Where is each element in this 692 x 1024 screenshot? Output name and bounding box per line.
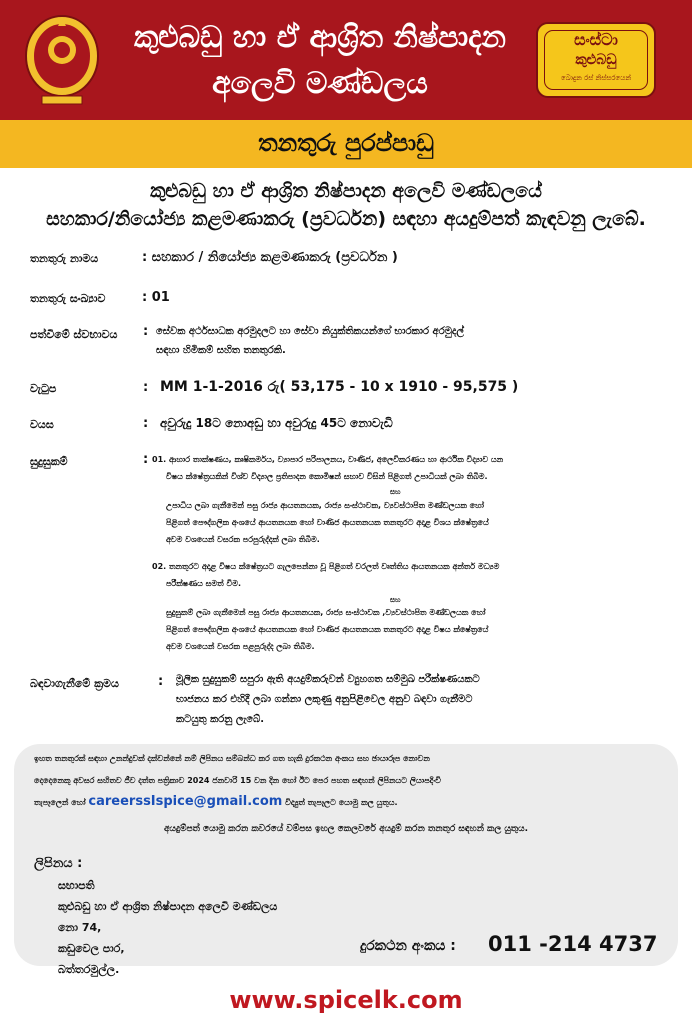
sanasta-kulubadu-logo [536,22,656,98]
qualification-1-line2: විෂය ක්ෂේත්‍රයකින් විශ්ව විද්‍යාල ප්‍රතිපාදන කොමිෂන් සභාව විසින් පිළිගත් උපාධියක් ලබා තිබීම. [166,472,488,481]
board-name-line2: අලෙවි මණ්ඩලය [212,66,428,101]
apply-line1: ඉහත තනතුරක් සඳහා උනන්දුවක් දක්වන්නේ නම් ලිපිනය සම්බන්ධ කර ගත හැකි දුරකථන අංකය සහ ඡායාරූප නොවන [34,754,430,763]
salary-label: වැටුප [30,382,57,395]
phone-label: දුරකථන අංකය : [360,938,456,954]
logo-text-line2: කුළුබඩු [575,52,617,68]
vacancies-bar [0,120,692,168]
qualification-1-and: සහ [390,488,401,496]
qualification-2-line1: 02. තනතුරට අදාළ විෂය ක්ෂේත්‍රයට ගැලපෙන්නා වූ පිළිගත් වරලත් වෘත්තිය ආයතනයක අන්තර් මධ්‍යම [152,562,500,571]
career-email-link[interactable]: careerssIspice@gmail.com [88,794,283,809]
qualifications-label: සුදුසුකම් [30,455,68,468]
age-value: අවුරුදු 18ට නොඅඩු හා අවුරුදු 45ට නොවැඩි [160,416,393,430]
qualification-2-and: සහ [390,596,401,604]
age-label: වයස [30,418,54,431]
apply-line3-post: විද්‍යුත් තැපෑලට යොමු කල යුතුය. [285,798,398,807]
salary-colon: : [143,380,149,395]
phone-number: 011 -214 4737 [488,932,658,956]
envelope-note: අයදුම්පත් යොමු කරන කවරයේ වම්පස ඉහල කෙලවරේ අයදුම් කරන තනතුර සඳහන් කල යුතුය. [163,824,528,834]
vacancies-title: තනතුරු පුරප්පාඩු [258,129,434,157]
sri-lanka-emblem-icon [22,10,102,110]
heading-line1: කුළුබඩු හා ඒ ආශ්‍රිත නිෂ්පාදන අලෙවි මණ්ඩලයේ [150,180,542,202]
post-name-label: තනතුරු නාමය [30,252,99,265]
qualification-1b-line2: පිළිගත් පෞද්ගලික අංශයේ ආයතනයක හෝ වාණිජ ආයතනයක තනතුරට අදාළ විශය ක්ෂේත්‍රයේ [166,518,489,527]
board-name-line1: කුළුබඩු හා ඒ ආශ්‍රිත නිෂ්පාදන [134,20,506,55]
salary-value: MM 1-1-2016 රු( 53,175 - 10 x 1910 - 95,575 ) [160,379,519,395]
post-count-label: තනතුරු සංඛ්‍යාව [30,292,106,305]
qualifications-colon: : [143,452,149,467]
recruitment-line3: කටයුතු කරනු ලැබේ. [176,714,265,725]
apply-line3 [34,791,398,814]
age-colon: : [143,416,149,431]
address-line-1: සභාපති [58,879,95,892]
service-nature-colon: : [143,324,149,339]
service-nature-line2: සඳහා හිමිකම් සහිත තනතුරකි. [156,345,286,356]
service-nature-label: පත්වීමේ ස්වභාවය [30,328,118,341]
service-nature-line1: සේවක අර්ථසාධක අරමුදලට හා සේවා නියුක්තිකයන්ගේ භාරකාර අරමුදල් [156,326,464,337]
address-line-4: කඩුවෙල පාර, [58,942,125,955]
post-name-value: : සහකාර / නියෝජ්‍ය කළමණාකරු (ප්‍රවර්ධන ) [142,250,398,265]
website-link[interactable]: www.spicelk.com [229,986,463,1014]
recruitment-line2: භාජනය කර එහිදී ලබා ගන්නා ලකුණු අනුපිළිවෙල අනුව බඳවා ගැනීමට [176,694,473,705]
recruitment-label: බඳවාගැනීමේ ක්‍රමය [30,677,119,690]
logo-tagline: බොදුන රස් නිස්සරයෙන් [560,74,632,82]
qualification-1b-line1: උපාධිය ලබා ගැනීමෙන් පසු රාජ්‍ය ආයතනයක, රාජ්‍ය සංස්ථාවක, ව්‍යවස්ථාපිත මණ්ඩලයක හෝ [166,501,485,510]
qualification-2b-line2: පිළිගත් පෞද්ගලික අංශයේ ආයතනයක හෝ වාණිජ ආයතනයක තනතුරට අදාළ විෂය ක්ෂේත්‍රයේ [166,625,489,634]
address-line-2: කුළුබඩු හා ඒ ආශ්‍රිත නිෂ්පාදන අලෙවි මණ්ඩලය [58,900,278,913]
logo-text-line1: සංස්ටා [574,30,618,49]
recruitment-colon: : [158,674,164,689]
post-count-value: : 01 [142,290,170,305]
address-label: ලිපිනය : [34,856,83,871]
apply-line3-pre: තැපෑලෙන් හෝ [34,798,86,807]
heading-line2: සහකාර/නියෝජ්‍ය කළමණාකරු (ප්‍රවර්ධන) සඳහා අයදුම්පත් කැඳවනු ලැබේ. [46,208,646,230]
apply-line2: දෙදෙනෙකු අවසර සහිතව ජීව දත්ත පත්‍රිකාව 2024 ජනවාරි 15 වන දින හෝ ඊට පෙර පහත සඳහන් ලිපිනයට ලියාපදිංචි [34,776,442,785]
qualification-1-line1: 01. ආහාර තාක්ෂණය, කෘෂිකර්මය, ව්‍යාපාර පරිපාලනය, වාණිජ, අලෙවිකරණය හා ආර්ථික විද්‍යාව යන [152,455,504,464]
address-line-5: බත්තරමුල්ල. [58,963,120,976]
address-line-3: නො 74, [58,921,102,934]
header-banner [0,0,692,120]
qualification-2b-line3: අවම වශයෙන් වසරක පළපුරුද්ද ලබා තිබීම. [166,642,315,651]
qualification-1b-line3: අවම වශයෙන් වසරක පරපුරුද්දක් ලබා තිබීම. [166,535,320,544]
qualification-2b-line1: සුදුසුකම් ලබා ගැනීමෙන් පසු රාජ්‍ය ආයතනයක, රාජ්‍ය සංස්ථාවක ,ව්‍යවස්ථාපිත මණ්ඩලයක හෝ [166,608,486,617]
recruitment-line1: මූලික සුදුසුකම් සපුරා ඇති අයදුම්කරුවන් ව්‍යුහගත සම්මුඛ පරීක්ෂණයකට [176,674,480,685]
qualification-2-line2: පරීක්ෂණය සමත් වීම. [166,579,242,588]
